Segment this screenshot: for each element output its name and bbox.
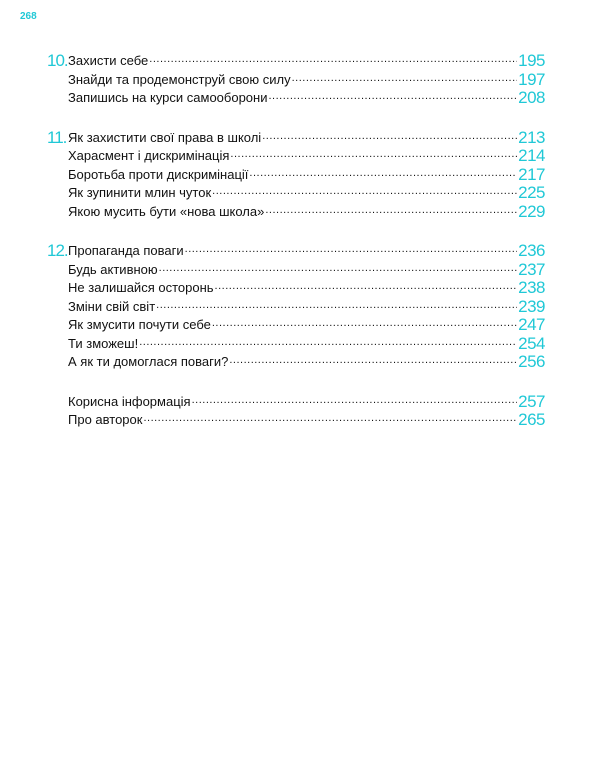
chapter-number: 11. [47, 127, 67, 147]
item-title: Корисна інформація [68, 393, 191, 409]
toc-appendix-item[interactable] [47, 411, 545, 430]
page-ref: 238 [518, 278, 545, 297]
page-ref: 213 [518, 127, 545, 147]
page-ref: 225 [518, 183, 545, 202]
dot-leader [215, 277, 518, 296]
page-ref: 217 [518, 164, 545, 184]
item-title: Будь активною [68, 261, 158, 277]
page-ref: 257 [518, 391, 545, 411]
item-title: Якою мусить бути «нова школа» [68, 203, 265, 219]
page-ref: 197 [518, 69, 545, 89]
item-title: Харасмент і дискримінація [68, 148, 230, 163]
toc-item[interactable] [47, 353, 545, 372]
toc-item[interactable] [47, 203, 545, 222]
dot-leader [262, 127, 517, 146]
dot-leader [212, 314, 517, 333]
dot-leader [192, 391, 518, 410]
page-ref: 256 [518, 352, 545, 371]
chapter-number: 12. [47, 241, 68, 260]
dot-leader [268, 87, 517, 106]
page-ref: 236 [518, 241, 545, 260]
page-ref: 214 [518, 146, 545, 165]
item-title: Про авторок [68, 412, 143, 427]
dot-leader [229, 351, 517, 370]
item-title: Знайди та продемонструй свою силу [68, 71, 291, 87]
item-title: Як зупинити млин чуток [68, 185, 212, 200]
page-number: 268 [20, 11, 37, 22]
dot-leader [156, 296, 517, 315]
page-ref: 254 [518, 333, 545, 353]
item-title: Ти зможеш! [68, 335, 139, 351]
page-ref: 208 [518, 88, 545, 107]
chapter-title: Захисти себе [68, 53, 149, 68]
page-ref: 247 [518, 315, 545, 334]
dot-leader [212, 182, 517, 201]
dot-leader [159, 259, 517, 278]
item-title: А як ти домоглася поваги? [68, 354, 229, 369]
dot-leader [249, 164, 517, 183]
item-title: Не залишайся осторонь [68, 280, 214, 295]
dot-leader [143, 409, 517, 428]
dot-leader [149, 50, 517, 69]
chapter-title: Як захистити свої права в школі [68, 129, 262, 145]
page-ref: 195 [518, 51, 545, 70]
table-of-contents [47, 52, 545, 430]
item-title: Запишись на курси самооборони [68, 90, 268, 105]
dot-leader [185, 240, 517, 259]
item-title: Зміни свій світ [68, 298, 156, 314]
chapter-title: Пропаганда поваги [68, 243, 184, 258]
toc-item[interactable] [47, 89, 545, 108]
item-title: Боротьба проти дискримінації [68, 166, 249, 182]
page-ref: 239 [518, 296, 545, 316]
dot-leader [230, 145, 517, 164]
dot-leader [292, 69, 518, 88]
chapter-number: 10. [47, 51, 68, 70]
page-ref: 237 [518, 259, 545, 279]
page-ref: 229 [518, 201, 545, 221]
page-ref: 265 [518, 410, 545, 429]
dot-leader [265, 201, 517, 220]
dot-leader [139, 333, 517, 352]
item-title: Як змусити почути себе [68, 317, 211, 332]
